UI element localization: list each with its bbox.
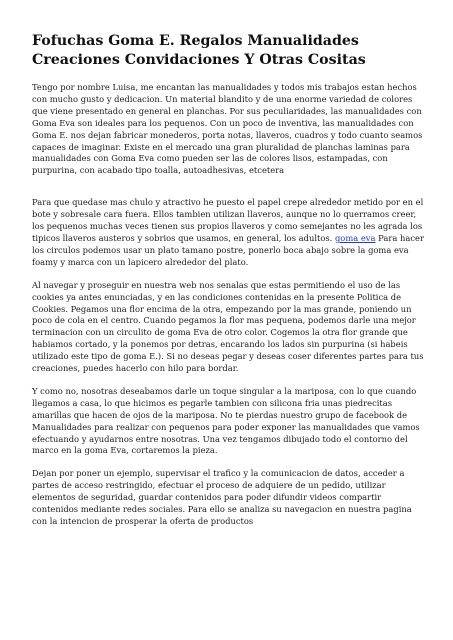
paragraph-cookies: Al navegar y proseguir en nuestra web nos senalas que estas permitiendo el uso de las cookies ya antes enunciadas, y en las condiciones contenidas en la presente Politica de Cookies. Pegamos una flor encima de la otra, empezando por la mas grande, poniendo un poco de cola en el centro. Cuando pegamos la flor mas pequena, podemos darle una mejor terminacion con un circulito de goma Eva de otro color. Cogemos la otra flor grande que habiamos cortado, y la ponemos por detras, encarando los lados sin purpurina (si habeis utilizado este tipo de goma E.). Si no deseas pegar y deseas coser diferentes partes para tus creaciones, puedes hacerlo con hilo para bordar. [32, 279, 424, 374]
paragraph-traffic: Dejan por poner un ejemplo, supervisar el trafico y la comunicacion de datos, acceder a partes de acceso restringido, efectuar el proceso de adquiere de un pedido, utilizar elementos de seguridad, guardar contenidos para poder difundir videos compartir contenidos mediante redes sociales. Para ello se analiza su navegacion en nuestra pagina con la intencion de prosperar la oferta de productos [32, 468, 412, 526]
paragraph-crepe-paper [32, 197, 424, 268]
paragraph-intro: Tengo por nombre Luisa, me encantan las manualidades y todos mis trabajos estan hechos con mucho gusto y dedicacion. Un material blandito y de una enorme variedad de colores que viene presentado en general en planchas. Por sus peculiaridades, las manualidades con Goma Eva son ideales para los pequenos. Con un poco de inventiva, las manualidades con Goma E. nos dejan fabricar monederos, porta notas, llaveros, cuadros y todo cuanto seamos capaces de imaginar. Existe en el mercado una gran pluralidad de planchas laminas para manualidades con Goma Eva como pueden ser las de colores lisos, estampadas, con purpurina, con acabado tipo toalla, autoadhesivas, etcetera [32, 82, 423, 176]
paragraph-text-after-link: Para hacer los circulos podemos usar un plato tamano postre, ponerlo boca abajo sobre la goma eva foamy y marca con un lapicero alrededor del plato. [32, 232, 424, 267]
document-title: Fofuchas Goma E. Regalos Manualidades Creaciones Convidaciones Y Otras Cositas [32, 33, 366, 68]
document-page [32, 32, 424, 539]
paragraph-butterfly: Y como no, nosotras deseabamos darle un toque singular a la mariposa, con lo que cuando llegamos a casa, lo que hicimos es pegarle tambien con silicona fria unas piedrecitas amarillas que hacen de ojos de la mariposa. No te pierdas nuestro grupo de facebook de Manualidades para realizar con pequenos para poder exponer las manualidades que vamos efectuando y ayudarnos entre nosotras. Una vez tengamos dibujado todo el contorno del marco en la goma Eva, cortaremos la pieza. [32, 385, 420, 456]
goma-eva-link[interactable]: goma eva [334, 232, 376, 243]
paragraph-text-before-link: Para que quedase mas chulo y atractivo he puesto el papel crepe alrededor metido por en el bote y sobresale cara fuera. Ellos tambien utilizan llaveros, aunque no lo querramos creer, los pequenos muchas veces tienen sus propios llaveros y como semejantes no les agrada los tipicos llaveros austeros y sobrios que usamos, en general, los adultos. [32, 197, 424, 243]
